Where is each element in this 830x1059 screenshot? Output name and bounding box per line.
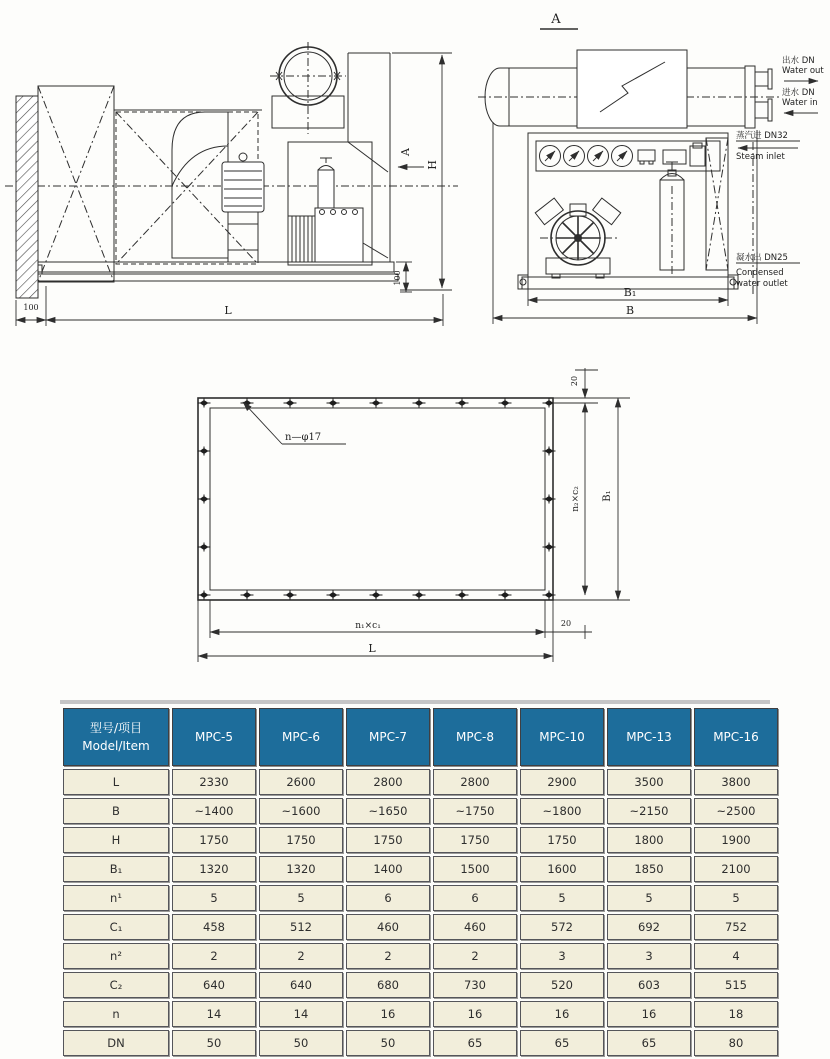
spec-table-head-row: [63, 708, 778, 766]
table-row: [63, 943, 778, 969]
compressor-side: [288, 208, 363, 262]
table-cell: 4: [694, 943, 778, 969]
table-cell: ~1650: [346, 798, 430, 824]
table-top-rule: [60, 700, 770, 704]
table-row: [63, 914, 778, 940]
row-label: H: [63, 827, 169, 853]
table-cell: 1750: [259, 827, 343, 853]
table-cell: 1400: [346, 856, 430, 882]
dim-L-flange-label: L: [368, 642, 376, 655]
row-label: C₁: [63, 914, 169, 940]
table-cell: 80: [694, 1030, 778, 1056]
table-cell: 692: [607, 914, 691, 940]
table-cell: ~1400: [172, 798, 256, 824]
row-label: B₁: [63, 856, 169, 882]
table-cell: 14: [172, 1001, 256, 1027]
table-cell: 2900: [520, 769, 604, 795]
table-cell: ~1600: [259, 798, 343, 824]
table-cell: 1320: [259, 856, 343, 882]
dim-H-label: H: [426, 160, 439, 170]
table-cell: 2: [346, 943, 430, 969]
table-cell: 680: [346, 972, 430, 998]
dim-L-side: [16, 286, 443, 326]
table-cell: 1750: [172, 827, 256, 853]
row-label: n²: [63, 943, 169, 969]
table-cell: 1850: [607, 856, 691, 882]
table-cell: 5: [607, 885, 691, 911]
model-header: MPC-8: [433, 708, 517, 766]
table-cell: 65: [433, 1030, 517, 1056]
table-cell: 2: [433, 943, 517, 969]
gauge-panel: [536, 141, 720, 171]
water-out-label-cn: 出水 DN: [782, 56, 815, 66]
table-row: [63, 972, 778, 998]
table-cell: ~2150: [607, 798, 691, 824]
table-cell: 512: [259, 914, 343, 940]
table-cell: 2: [172, 943, 256, 969]
table-cell: 1750: [520, 827, 604, 853]
side-view-drawing: [5, 42, 458, 326]
table-cell: 1750: [346, 827, 430, 853]
row-label: n: [63, 1001, 169, 1027]
dim-100-base-label: 100: [393, 270, 402, 286]
bolt-holes: [198, 399, 556, 600]
table-cell: ~2500: [694, 798, 778, 824]
table-cell: 65: [520, 1030, 604, 1056]
water-out-label-en: Water out: [782, 66, 824, 76]
end-panel: [16, 96, 38, 298]
dim-right-stack: [553, 368, 630, 600]
dim-n1c1-label: n₁×c₁: [355, 621, 381, 631]
fan-inlet: [270, 42, 346, 134]
table-cell: 50: [172, 1030, 256, 1056]
water-in-label-cn: 进水 DN: [782, 88, 815, 98]
table-cell: 572: [520, 914, 604, 940]
table-cell: 2330: [172, 769, 256, 795]
model-header: MPC-7: [346, 708, 430, 766]
table-cell: 18: [694, 1001, 778, 1027]
table-cell: 520: [520, 972, 604, 998]
table-cell: 3: [607, 943, 691, 969]
table-cell: 640: [259, 972, 343, 998]
water-in-label-en: Water in: [782, 98, 818, 108]
row-label: B: [63, 798, 169, 824]
table-cell: 460: [433, 914, 517, 940]
condensate-label-en2: water outlet: [736, 279, 788, 289]
table-cell: 1900: [694, 827, 778, 853]
motor: [222, 153, 264, 262]
table-cell: 1500: [433, 856, 517, 882]
table-cell: 460: [346, 914, 430, 940]
table-cell: 16: [346, 1001, 430, 1027]
row-label: n¹: [63, 885, 169, 911]
table-cell: 65: [607, 1030, 691, 1056]
model-header: MPC-13: [607, 708, 691, 766]
condensate-label-cn: 凝水出 DN25: [736, 253, 788, 263]
dim-B1-flange-label: B₁: [602, 490, 613, 502]
table-cell: 6: [433, 885, 517, 911]
condensate-label-en1: Condensed: [736, 268, 784, 278]
dim-bottom-stack: [198, 600, 592, 662]
dim-20-top-label: 20: [570, 375, 579, 387]
row-label: DN: [63, 1030, 169, 1056]
front-view-title: A: [551, 12, 561, 27]
table-cell: 5: [172, 885, 256, 911]
table-cell: 16: [433, 1001, 517, 1027]
row-label: C₂: [63, 972, 169, 998]
table-row: [63, 769, 778, 795]
table-cell: 2800: [433, 769, 517, 795]
row-label: L: [63, 769, 169, 795]
table-cell: 3: [520, 943, 604, 969]
table-cell: 515: [694, 972, 778, 998]
dim-100-base: [393, 262, 412, 292]
table-cell: ~1800: [520, 798, 604, 824]
table-cell: 2100: [694, 856, 778, 882]
table-cell: 2: [259, 943, 343, 969]
table-cell: 5: [520, 885, 604, 911]
table-cell: 3800: [694, 769, 778, 795]
table-row: [63, 1030, 778, 1056]
model-header: MPC-5: [172, 708, 256, 766]
table-cell: 752: [694, 914, 778, 940]
table-cell: 14: [259, 1001, 343, 1027]
spec-table: [60, 705, 781, 1059]
model-header: MPC-10: [520, 708, 604, 766]
spec-table-body: [63, 769, 778, 1056]
table-row: [63, 885, 778, 911]
fan-volute: [172, 112, 228, 258]
table-cell: 6: [346, 885, 430, 911]
table-row: [63, 856, 778, 882]
table-cell: 3500: [607, 769, 691, 795]
flange-plan-drawing: [198, 368, 631, 662]
table-cell: 603: [607, 972, 691, 998]
steam-inlet-label-en: Steam inlet: [736, 152, 785, 162]
table-cell: 5: [259, 885, 343, 911]
dim-B-label: B: [625, 304, 635, 317]
dim-n2c2-label: n₂×c₂: [571, 486, 581, 512]
table-cell: 16: [520, 1001, 604, 1027]
table-cell: 458: [172, 914, 256, 940]
table-cell: 16: [607, 1001, 691, 1027]
front-view-drawing: [478, 12, 824, 324]
table-cell: 50: [259, 1030, 343, 1056]
dim-H: [392, 53, 452, 290]
dim-L-side-label: L: [224, 304, 232, 317]
table-cell: 1320: [172, 856, 256, 882]
table-cell: 1750: [433, 827, 517, 853]
x-brace-panel: [706, 138, 728, 270]
table-cell: 5: [694, 885, 778, 911]
dim-B1: [528, 282, 728, 306]
steam-inlet-label-cn: 蒸汽进 DN32: [736, 131, 788, 141]
compressor-front: [535, 198, 621, 278]
table-cell: 1600: [520, 856, 604, 882]
table-cell: 2800: [346, 769, 430, 795]
dim-B1-label: B₁: [623, 286, 637, 299]
hole-callout-label: n—φ17: [285, 432, 322, 443]
table-row: [63, 827, 778, 853]
table-cell: ~1750: [433, 798, 517, 824]
view-a-label: A: [399, 148, 412, 156]
pipe-annotations: [736, 55, 824, 289]
model-header: MPC-6: [259, 708, 343, 766]
table-cell: 1800: [607, 827, 691, 853]
view-a-arrow: [398, 147, 424, 167]
dim-20-bottom-label: 20: [560, 619, 572, 628]
model-item-header: [63, 708, 169, 766]
model-header: MPC-16: [694, 708, 778, 766]
model-item-header-en: Model/Item: [82, 739, 150, 753]
receiver-tank: [660, 162, 684, 276]
liquid-tank-side: [318, 158, 334, 208]
condenser-cylinder: [485, 50, 772, 128]
table-cell: 730: [433, 972, 517, 998]
table-cell: 50: [346, 1030, 430, 1056]
table-cell: 2600: [259, 769, 343, 795]
model-item-header-cn: 型号/项目: [89, 721, 143, 735]
table-row: [63, 1001, 778, 1027]
table-cell: 640: [172, 972, 256, 998]
dim-100-left-label: 100: [23, 303, 39, 312]
table-row: [63, 798, 778, 824]
